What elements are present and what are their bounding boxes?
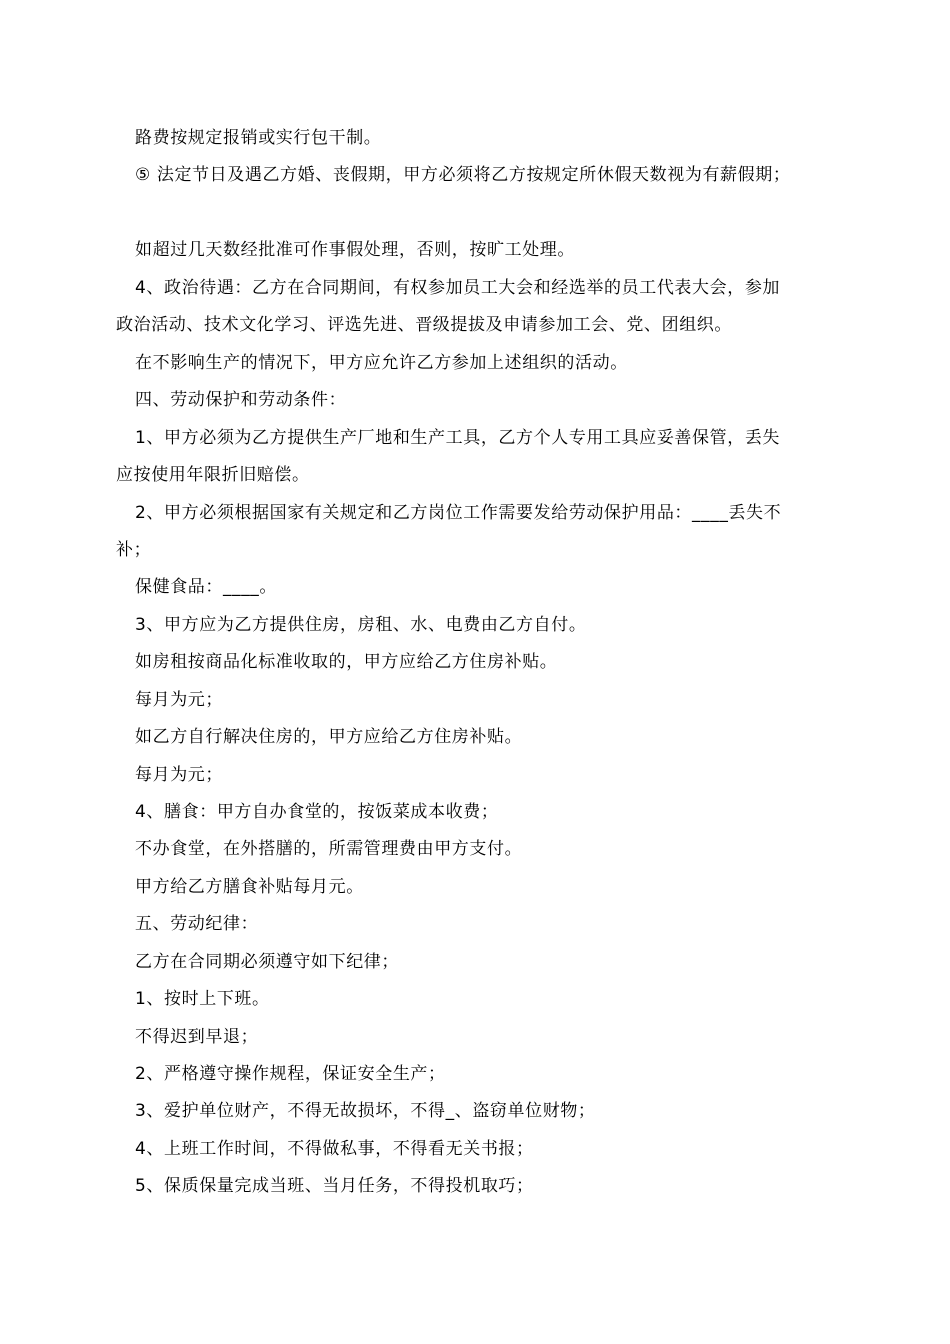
paragraph-line: 应按使用年限折旧赔偿。	[116, 465, 310, 485]
paragraph-line: 如超过几天数经批准可作事假处理，否则，按旷工处理。	[135, 240, 575, 260]
paragraph-line: 不得迟到早退；	[135, 1027, 259, 1047]
paragraph-line: 政治活动、技术文化学习、评选先进、晋级提拔及申请参加工会、党、团组织。	[116, 315, 732, 335]
paragraph-line: 每月为元；	[135, 690, 223, 710]
paragraph-line: 4、上班工作时间，不得做私事，不得看无关书报；	[135, 1139, 534, 1159]
paragraph-line: 乙方在合同期必须遵守如下纪律；	[135, 952, 399, 972]
paragraph-line: 2、甲方必须根据国家有关规定和乙方岗位工作需要发给劳动保护用品：____丢失不	[135, 503, 782, 523]
section-heading: 五、劳动纪律：	[135, 914, 259, 934]
paragraph-line: 在不影响生产的情况下，甲方应允许乙方参加上述组织的活动。	[135, 353, 628, 373]
paragraph-line: ⑤ 法定节日及遇乙方婚、丧假期，甲方必须将乙方按规定所休假天数视为有薪假期；	[135, 165, 791, 185]
paragraph-line: 3、甲方应为乙方提供住房，房租、水、电费由乙方自付。	[135, 615, 587, 635]
paragraph-line: 1、甲方必须为乙方提供生产厂地和生产工具，乙方个人专用工具应妥善保管，丢失	[135, 428, 781, 448]
paragraph-line: 不办食堂，在外搭膳的，所需管理费由甲方支付。	[135, 839, 523, 859]
paragraph-line: 2、严格遵守操作规程，保证安全生产；	[135, 1064, 446, 1084]
paragraph-line: 甲方给乙方膳食补贴每月元。	[135, 877, 364, 897]
paragraph-line: 如乙方自行解决住房的，甲方应给乙方住房补贴。	[135, 727, 523, 747]
paragraph-line: 5、保质保量完成当班、当月任务，不得投机取巧；	[135, 1176, 534, 1196]
section-heading: 四、劳动保护和劳动条件：	[135, 390, 347, 410]
paragraph-line: 路费按规定报销或实行包干制。	[135, 128, 382, 148]
paragraph-line: 如房租按商品化标准收取的，甲方应给乙方住房补贴。	[135, 652, 558, 672]
paragraph-line: 每月为元；	[135, 765, 223, 785]
paragraph-line: 4、政治待遇：乙方在合同期间，有权参加员工大会和经选举的员工代表大会，参加	[135, 278, 781, 298]
paragraph-line: 1、按时上下班。	[135, 989, 270, 1009]
paragraph-line: 补；	[116, 540, 152, 560]
paragraph-line: 4、膳食：甲方自办食堂的，按饭菜成本收费；	[135, 802, 499, 822]
paragraph-line: 保健食品：____。	[135, 577, 277, 597]
paragraph-line: 3、爱护单位财产，不得无故损坏，不得_、盗窃单位财物；	[135, 1101, 596, 1121]
